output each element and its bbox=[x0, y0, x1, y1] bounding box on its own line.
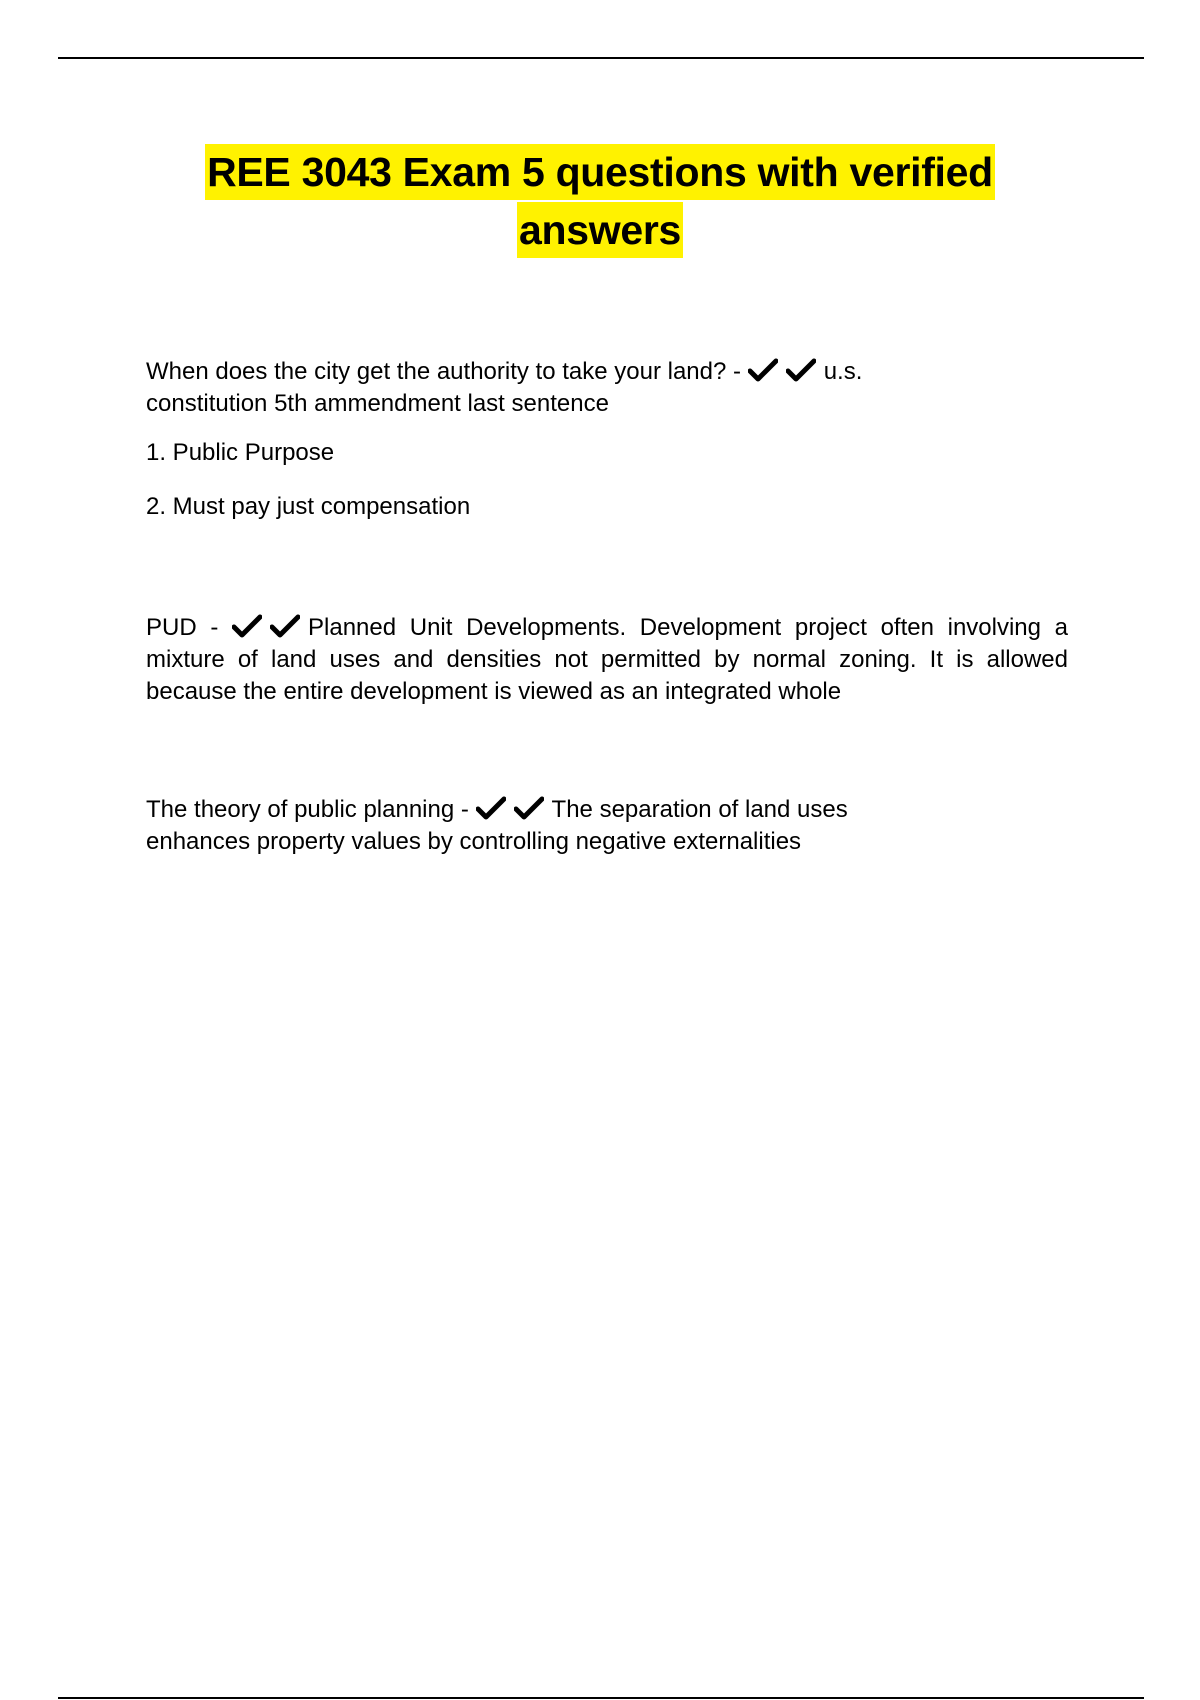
title-line-2: answers bbox=[517, 202, 683, 258]
check-mark-icon bbox=[748, 358, 778, 382]
bottom-rule bbox=[58, 1697, 1144, 1699]
answer-text-continued: enhances property values by controlling negative externalities bbox=[146, 828, 802, 855]
question-text: The theory of public planning - bbox=[146, 796, 469, 823]
check-mark-icon bbox=[476, 796, 506, 820]
answer-text: u.s. bbox=[823, 358, 863, 385]
qa-item-3 bbox=[146, 794, 1068, 858]
answer-text: Planned Unit Developments. Development project often involving a mixture of land uses and densities not permitted by normal zoning. It is allowed because the entire development is viewed as an integrated whole bbox=[146, 614, 1068, 705]
answer-text: The separation of land uses bbox=[551, 796, 848, 823]
list-item: 1. Public Purpose bbox=[146, 439, 335, 466]
check-mark-icon bbox=[232, 614, 262, 638]
check-mark-icon bbox=[270, 614, 300, 638]
qa-item-2-text bbox=[146, 612, 1068, 708]
qa-item-3-line-1 bbox=[146, 794, 1068, 826]
check-mark-icon bbox=[786, 358, 816, 382]
top-rule bbox=[58, 57, 1144, 59]
document-title bbox=[0, 144, 1200, 258]
qa-item-1 bbox=[146, 356, 1068, 420]
title-line-1: REE 3043 Exam 5 questions with verified bbox=[205, 144, 995, 200]
check-mark-icon bbox=[514, 796, 544, 820]
qa-item-2 bbox=[146, 612, 1068, 708]
qa-item-1-line-1 bbox=[146, 356, 1068, 388]
answer-text-continued: constitution 5th ammendment last sentence bbox=[146, 390, 609, 417]
question-text: When does the city get the authority to take your land? - bbox=[146, 358, 742, 385]
list-item: 2. Must pay just compensation bbox=[146, 493, 471, 520]
question-text: PUD - bbox=[146, 614, 219, 641]
